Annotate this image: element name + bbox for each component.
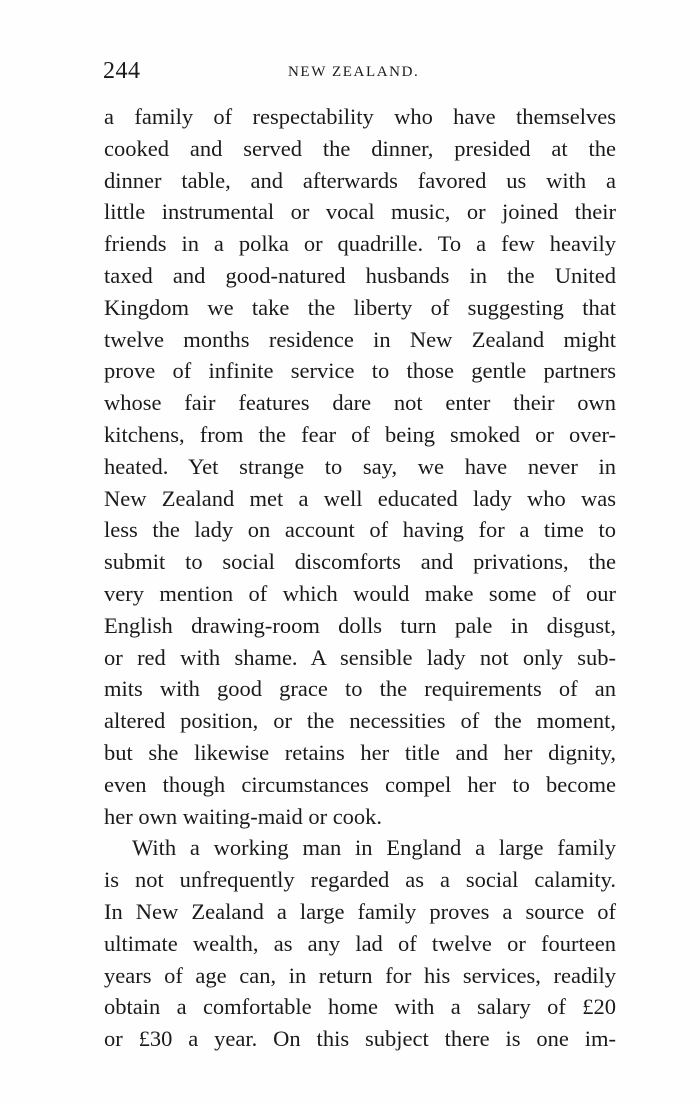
text-line: or £30 a year. On this subject there is one im- [104, 1026, 616, 1052]
text-line: is not unfrequently regarded as a social calamity. [104, 867, 616, 893]
text-line: even though circumstances compel her to become [104, 771, 616, 797]
text-line: In New Zealand a large family proves a source of [104, 898, 616, 924]
running-head [103, 58, 618, 88]
text-line: or red with shame. A sensible lady not only sub- [104, 644, 616, 670]
text-line: prove of infinite service to those gentle partners [104, 358, 616, 384]
body-text [104, 101, 616, 1055]
text-line: friends in a polka or quadrille. To a few heavily [104, 231, 616, 257]
text-line: English drawing-room dolls turn pale in disgust, [104, 612, 616, 638]
text-line: cooked and served the dinner, presided at the [104, 135, 616, 161]
text-line: little instrumental or vocal music, or joined their [104, 199, 616, 225]
text-line: whose fair features dare not enter their own [104, 390, 616, 416]
text-line: but she likewise retains her title and her dignity, [104, 739, 616, 765]
text-line: twelve months residence in New Zealand might [104, 326, 616, 352]
text-line: mits with good grace to the requirements of an [104, 676, 616, 702]
text-line: ultimate wealth, as any lad of twelve or fourteen [104, 930, 616, 956]
text-line: a family of respectability who have themselves [104, 104, 616, 129]
text-line: heated. Yet strange to say, we have never in [104, 453, 616, 479]
text-line: very mention of which would make some of our [104, 580, 616, 606]
text-line: kitchens, from the fear of being smoked or over- [104, 421, 616, 447]
text-line: New Zealand met a well educated lady who was [104, 485, 616, 511]
text-line: submit to social discomforts and privations, the [104, 549, 616, 575]
text-line: less the lady on account of having for a time to [104, 517, 616, 543]
running-title: NEW ZEALAND. [288, 64, 420, 80]
page-number: 244 [103, 58, 141, 84]
text-line: years of age can, in return for his services, readily [104, 962, 616, 988]
paragraph-end-line: her own waiting-maid or cook. [104, 803, 383, 829]
text-line: dinner table, and afterwards favored us with a [104, 167, 616, 193]
text-line: taxed and good-natured husbands in the United [104, 262, 616, 288]
paragraph-start-line: With a working man in England a large family [132, 835, 616, 861]
text-line: obtain a comfortable home with a salary of £20 [104, 994, 616, 1020]
text-line: altered position, or the necessities of the moment, [104, 708, 616, 734]
text-line: Kingdom we take the liberty of suggesting that [104, 294, 616, 320]
